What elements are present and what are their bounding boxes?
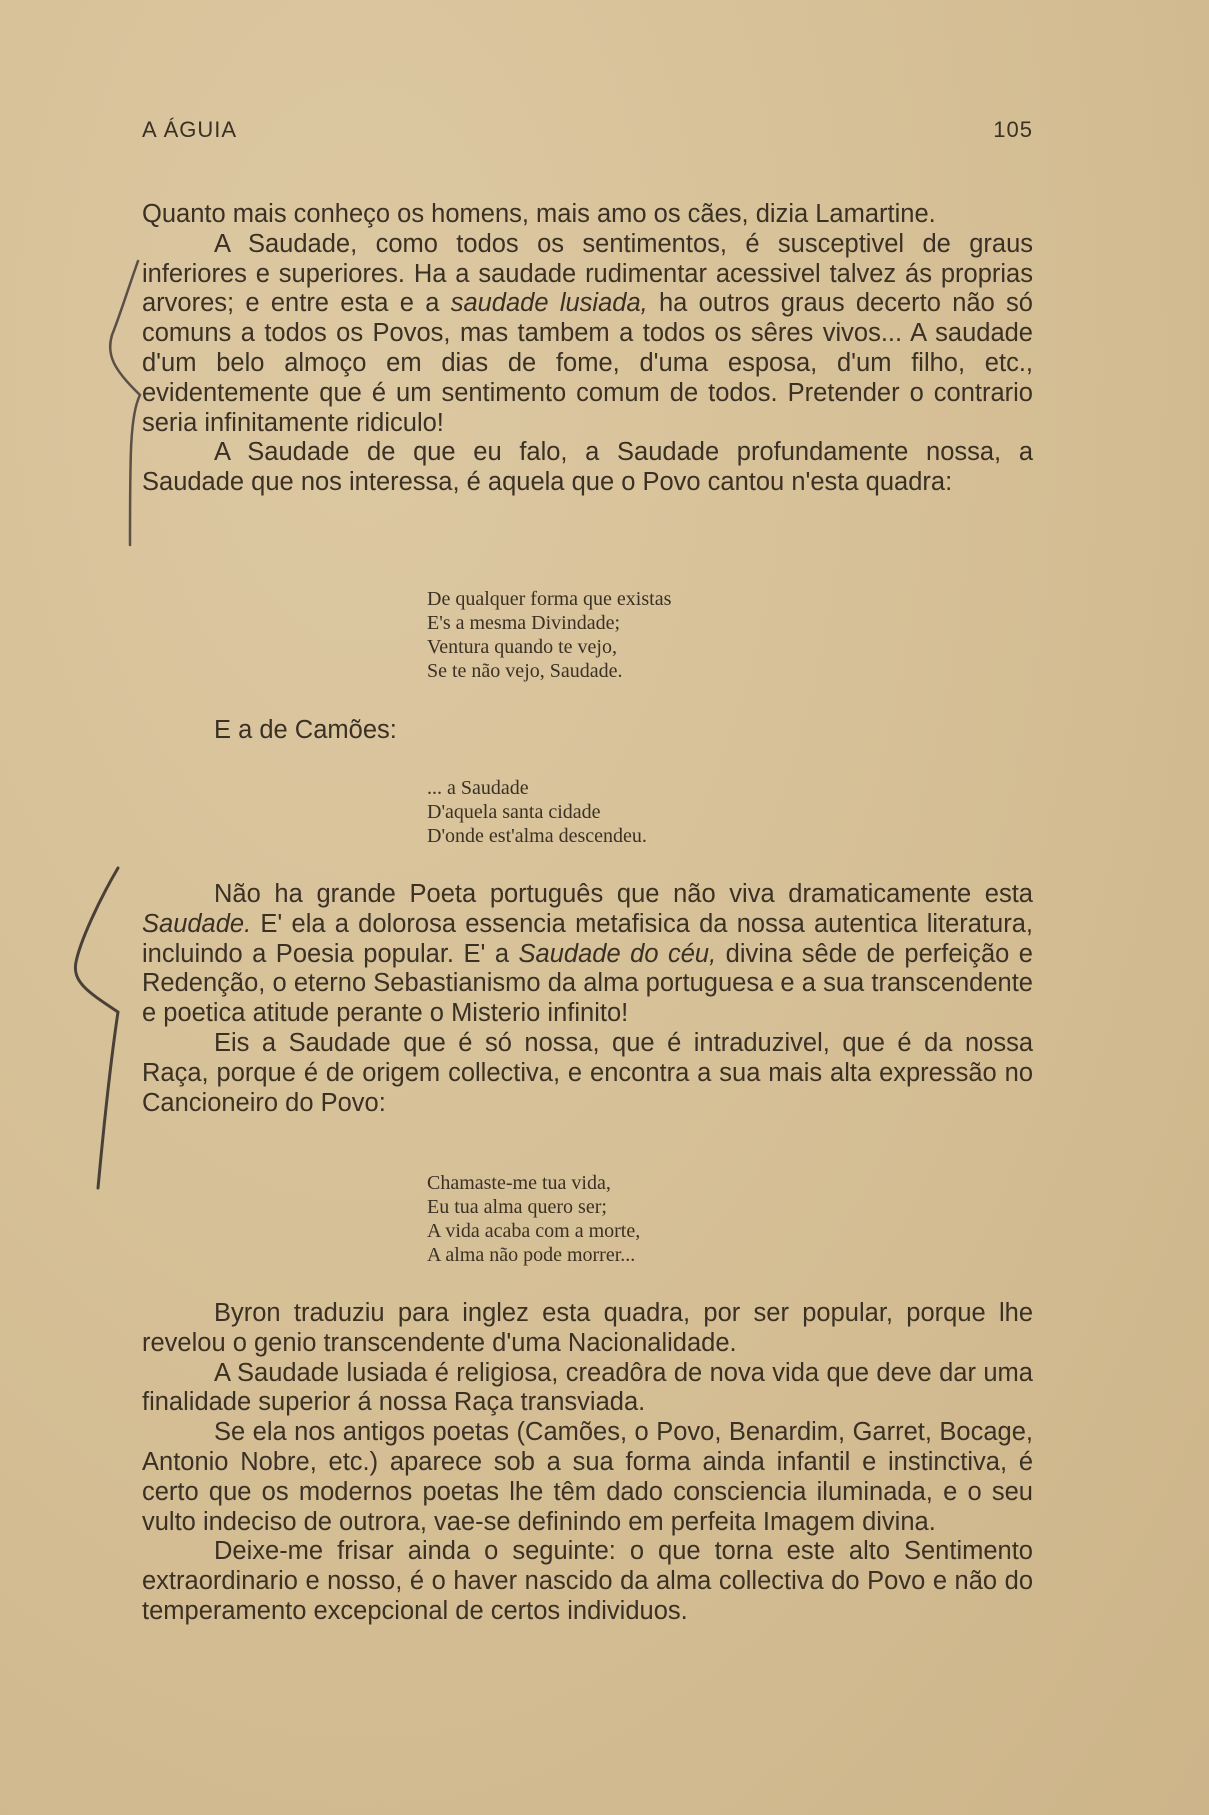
verse-quadra-2 bbox=[427, 1171, 640, 1267]
emphasis-saudade-lusiada: saudade lusiada, bbox=[450, 289, 648, 318]
verse-line: Se te não vejo, Saudade. bbox=[427, 660, 623, 682]
paragraph-lamartine: Quanto mais conheço os homens, mais amo os cães, dizia Lamartine. bbox=[142, 200, 936, 228]
running-header bbox=[142, 117, 1033, 147]
journal-title: A ÁGUIA bbox=[142, 117, 238, 142]
verse-line: Ventura quando te vejo, bbox=[427, 636, 617, 658]
verse-quadra-1 bbox=[427, 587, 671, 683]
verse-line: E's a mesma Divindade; bbox=[427, 612, 620, 634]
page-number: 105 bbox=[993, 117, 1033, 142]
verse-line: ... a Saudade bbox=[427, 777, 529, 799]
verse-line: A alma não pode morrer... bbox=[427, 1244, 636, 1266]
verse-line: A vida acaba com a morte, bbox=[427, 1220, 641, 1242]
paragraph-antigos-poetas: Se ela nos antigos poetas (Camões, o Povo, Benardim, Garret, Bocage, Antonio Nobre, etc.) aparece sob a sua forma ainda infantil e instinctiva, é certo que os modernos poetas lhe têm dado consciencia iluminada, e o seu vulto indeciso de outrora, vae-se definindo em perfeita Imagem divina. bbox=[142, 1418, 1033, 1536]
emphasis-saudade: Saudade. bbox=[142, 909, 252, 938]
verse-line: D'onde est'alma descendeu. bbox=[427, 825, 647, 847]
verse-line: Eu tua alma quero ser; bbox=[427, 1196, 607, 1218]
paragraph-block-2 bbox=[142, 880, 1033, 1118]
verse-line: Chamaste-me tua vida, bbox=[427, 1172, 611, 1194]
paragraph-saudade-religiosa: A Saudade lusiada é religiosa, creadôra de nova vida que deve dar uma finalidade superior á nossa Raça transviada. bbox=[142, 1358, 1033, 1417]
emphasis-saudade-do-ceu: Saudade do céu, bbox=[518, 939, 717, 968]
paragraph-saudade-so-nossa: Eis a Saudade que é só nossa, que é intraduzivel, que é da nossa Raça, porque é de origem collectiva, e encontra a sua mais alta expressão no Cancioneiro do Povo: bbox=[142, 1028, 1033, 1117]
paragraph-poeta-portugues: Não ha grande Poeta português que não viva dramaticamente esta Saudade. E' ela a dolorosa essencia metafisica da nossa autentica literatura, incluindo a Poesia popular. E' a Saudade do céu, divina sêde de perfeição e Redenção, o eterno Sebastianismo da alma portuguesa e a sua transcendente e poetica atitude perante o Misterio infinito! bbox=[142, 880, 1033, 1028]
margin-s-mark bbox=[68, 862, 138, 1192]
paragraph-alma-collectiva: Deixe-me frisar ainda o seguinte: o que torna este alto Sentimento extraordinario e nosso, é o haver nascido da alma collectiva do Povo e não do temperamento excepcional de certos individuos. bbox=[142, 1537, 1033, 1625]
verse-camoes bbox=[427, 776, 647, 848]
verse-line: D'aquela santa cidade bbox=[427, 801, 601, 823]
paragraph-block-3 bbox=[142, 1299, 1033, 1627]
paragraph-saudade-nossa: A Saudade de que eu falo, a Saudade profundamente nossa, a Saudade que nos interessa, é aquela que o Povo cantou n'esta quadra: bbox=[142, 438, 1033, 497]
camoes-intro: E a de Camões: bbox=[214, 716, 397, 744]
verse-line: De qualquer forma que existas bbox=[427, 588, 672, 610]
paragraph-byron: Byron traduziu para inglez esta quadra, por ser popular, porque lhe revelou o genio transcendente d'uma Nacionalidade. bbox=[142, 1299, 1033, 1357]
paragraph-saudade-graus: A Saudade, como todos os sentimentos, é susceptivel de graus inferiores e superiores. Ha a saudade rudimentar acessivel talvez ás proprias arvores; e entre esta e a saudade lusiada, ha outros graus decerto não só comuns a todos os Povos, mas tambem a todos os sêres vivos... A saudade d'um belo almoço em dias de fome, d'uma esposa, d'um filho, etc., evidentemente que é um sentimento comum de todos. Pretender o contrario seria infinitamente ridiculo! bbox=[142, 229, 1033, 437]
paragraph-block-1 bbox=[142, 200, 1033, 498]
